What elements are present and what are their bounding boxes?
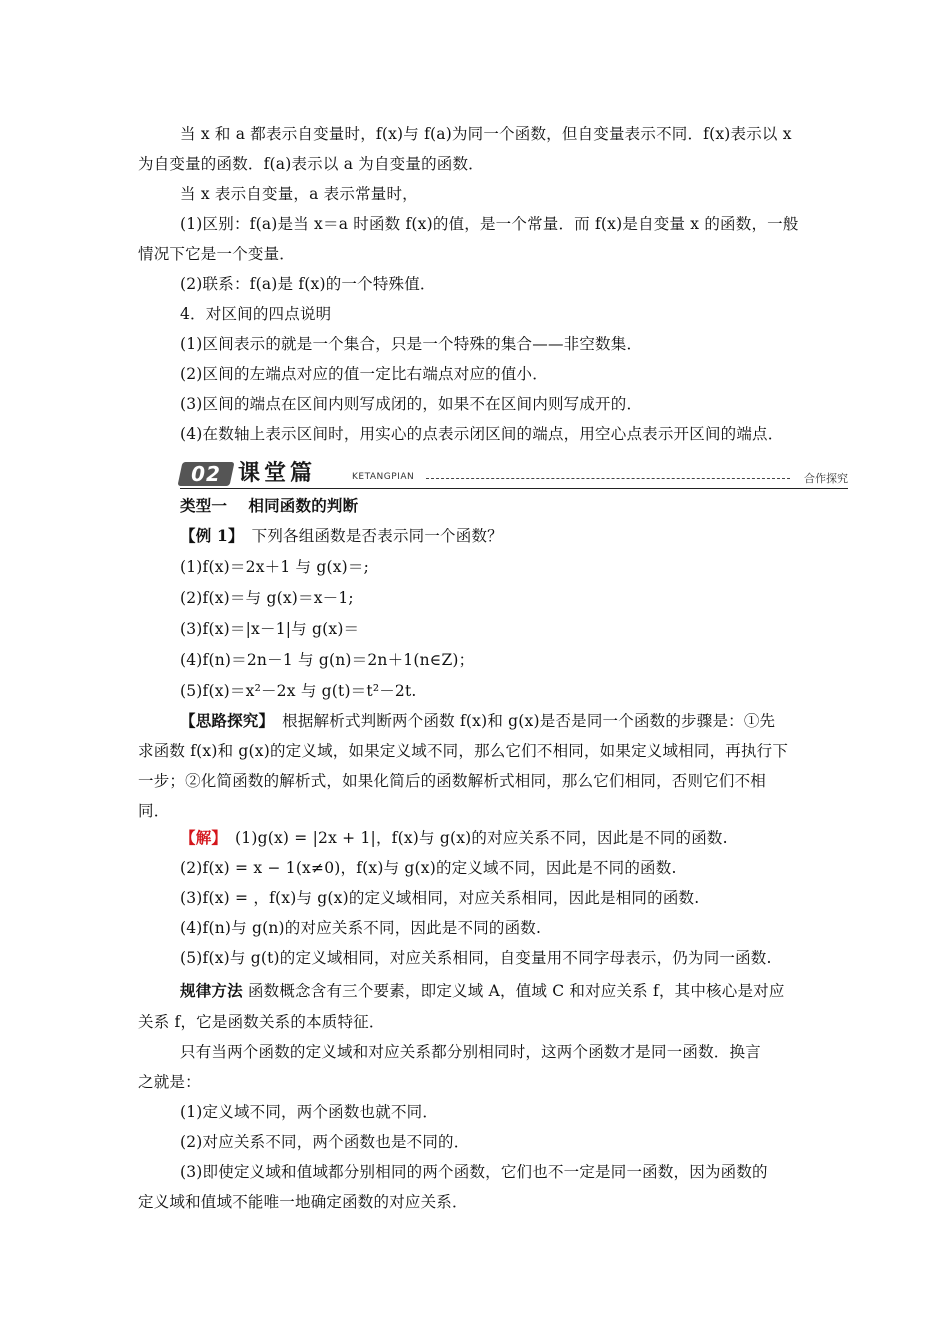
text-line: (4)在数轴上表示区间时，用实心的点表示闭区间的端点，用空心点表示开区间的端点． [180, 425, 784, 443]
solution-line: (2)f(x) = x − 1(x≠0)，f(x)与 g(x)的定义域不同，因此是不同的函数. [180, 859, 677, 877]
section-number-badge: 02 [177, 462, 234, 486]
section-title: 课堂篇 [238, 461, 317, 486]
section-subtitle: 合作探究 [804, 472, 848, 485]
text-line: (1)区间表示的就是一个集合，只是一个特殊的集合——非空数集． [180, 335, 643, 353]
text-line: 4．对区间的四点说明 [180, 305, 332, 323]
example-item: (5)f(x)＝x²－2x 与 g(t)＝t²－2t. [180, 682, 417, 700]
section-header [180, 462, 848, 488]
text-line: (1)区别：f(a)是当 x＝a 时函数 f(x)的值，是一个常量．而 f(x)是自变量 x 的函数，一般 [180, 215, 799, 233]
thinking-line: 一步；②化简函数的解析式，如果化简后的函数解析式相同，那么它们相同，否则它们不相 [138, 772, 767, 790]
text-line: (3)区间的端点在区间内则写成闭的，如果不在区间内则写成开的． [180, 395, 643, 413]
solution-label: 【解】 [180, 828, 220, 847]
text-line: 当 x 和 a 都表示自变量时，f(x)与 f(a)为同一个函数，但自变量表示不同．f(x)表示以 x [180, 125, 792, 143]
text-line: (2)区间的左端点对应的值一定比右端点对应的值小． [180, 365, 548, 383]
type-heading: 类型一 相同函数的判断 [180, 496, 359, 515]
thinking-label: 【思路探究】 [180, 711, 267, 730]
text-line: 为自变量的函数．f(a)表示以 a 为自变量的函数． [138, 155, 484, 173]
solution-line: (4)f(n)与 g(n)的对应关系不同，因此是不同的函数. [180, 919, 542, 937]
thinking-line: 同． [138, 802, 170, 820]
method-line: 关系 f，它是函数关系的本质特征． [138, 1013, 385, 1031]
thinking-line: 【思路探究】 根据解析式判断两个函数 f(x)和 g(x)是否是同一个函数的步骤是：①先 [180, 711, 776, 730]
method-line: (3)即使定义域和值域都分别相同的两个函数，它们也不一定是同一函数，因为函数的 [180, 1163, 768, 1181]
method-label: 规律方法 [180, 981, 243, 1000]
section-dashed-rule [426, 478, 790, 479]
thinking-line: 求函数 f(x)和 g(x)的定义域，如果定义域不同，那么它们不相同，如果定义域相同，再执行下 [138, 742, 789, 760]
method-line: 定义域和值域不能唯一地确定函数的对应关系． [138, 1193, 468, 1211]
section-pinyin: KETANGPIAN [352, 472, 415, 482]
method-line: 之就是： [138, 1073, 201, 1091]
solution-line: 【解】 (1)g(x) = |2x + 1|，f(x)与 g(x)的对应关系不同，因此是不同的函数. [180, 828, 728, 847]
example-item: (1)f(x)＝2x＋1 与 g(x)＝; [180, 558, 370, 576]
text-line: (2)联系：f(a)是 f(x)的一个特殊值． [180, 275, 436, 293]
method-line: 规律方法 函数概念含有三个要素，即定义域 A，值域 C 和对应关系 f，其中核心是对应 [180, 981, 785, 1000]
solution-line: (3)f(x) = ，f(x)与 g(x)的定义域相同，对应关系相同，因此是相同的函数. [180, 889, 700, 907]
section-rule [180, 488, 848, 489]
example-item: (3)f(x)＝|x－1|与 g(x)＝ [180, 620, 360, 638]
text-line: 情况下它是一个变量． [138, 245, 296, 263]
text-line: 当 x 表示自变量，a 表示常量时， [180, 185, 418, 203]
example-label: 【例 1】 [180, 526, 236, 545]
solution-line: (5)f(x)与 g(t)的定义域相同，对应关系相同，自变量用不同字母表示，仍为同一函数. [180, 949, 772, 967]
example-item: (2)f(x)＝与 g(x)＝x－1; [180, 589, 354, 607]
example-question: 【例 1】 下列各组函数是否表示同一个函数？ [180, 526, 503, 545]
method-line: (2)对应关系不同，两个函数也是不同的． [180, 1133, 470, 1151]
method-line: 只有当两个函数的定义域和对应关系都分别相同时，这两个函数才是同一函数．换言 [180, 1043, 761, 1061]
method-line: (1)定义域不同，两个函数也就不同． [180, 1103, 439, 1121]
example-item: (4)f(n)＝2n－1 与 g(n)＝2n＋1(n∈Z)； [180, 651, 475, 669]
